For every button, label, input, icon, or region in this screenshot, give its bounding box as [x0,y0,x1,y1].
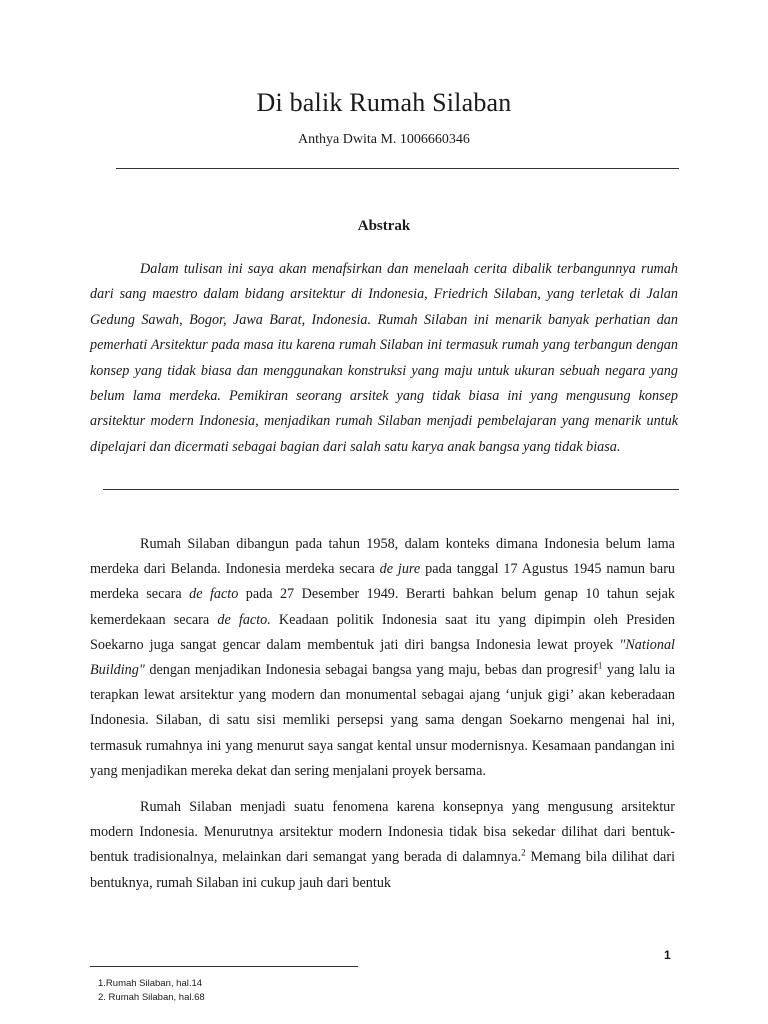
document-title: Di balik Rumah Silaban [256,88,512,117]
footnote-ref-2: 2 [521,847,526,858]
footnote-2: 2. Rumah Silaban, hal.68 [98,992,205,1003]
page-number: 1 [664,948,671,962]
text-run: Memang bila dilihat dari bentuknya, rumah Silaban ini cukup jauh dari bentuk [90,849,676,891]
italic-term: de jure [379,561,421,578]
italic-term: "National Building" [90,636,675,679]
footnote-divider [90,966,358,967]
body-paragraph-1 [90,532,675,784]
text-run: pada 27 Desember 1949. Berarti bahkan belum genap 10 tahun sejak kemerdekaan secara [90,586,675,628]
italic-term: de facto. [217,611,271,628]
abstract-heading: Abstrak [357,218,411,234]
text-run: Keadaan politik Indonesia saat itu yang dipimpin oleh Presiden Soekarno juga sangat gencar dalam membentuk jati diri bangsa Indonesia lewat proyek [90,611,675,653]
italic-term: de facto [189,586,239,603]
body-text [90,532,675,907]
footnote-1: 1.Rumah Silaban, hal.14 [98,978,203,989]
text-run: dengan menjadikan Indonesia sebagai bangsa yang maju, bebas dan progresif [144,662,598,679]
footnote-ref-1: 1 [597,660,603,671]
body-paragraph-2 [90,795,675,896]
abstract-paragraph: Dalam tulisan ini saya akan menafsirkan dan menelaah cerita dibalik terbangunnya rumah dari sang maestro dalam bidang arsitektur di Indonesia, Friedrich Silaban, yang terletak di Jalan Gedung Sawah, Bogor, Jawa Barat, Indonesia. Rumah Silaban ini menarik banyak perhatian dan pemerhati Arsitektur pada masa itu karena rumah Silaban ini termasuk rumah yang terbangun dengan konsep yang tidak biasa dan menggunakan konstruksi yang maju untuk ukuran sebuah negara yang belum lama merdeka. Pemikiran seorang arsitek yang tidak biasa ini yang mengusung konsep arsitektur modern Indonesia, menjadikan rumah Silaban menjadi pembelajaran yang menarik untuk dipelajari dan dicermati sebagai bagian dari salah satu karya anak bangsa yang tidak biasa. [90,261,678,455]
header-divider [116,168,679,169]
text-run: Rumah Silaban dibangun pada tahun 1958, dalam konteks dimana Indonesia belum lama merdeka dari Belanda. Indonesia merdeka secara [90,536,675,578]
footnotes [98,977,205,1005]
author-line: Anthya Dwita M. 1006660346 [298,132,470,147]
abstract-divider [103,489,679,490]
text-run: yang lalu ia terapkan lewat arsitektur yang modern dan monumental sebagai ajang ‘unjuk gigi’ akan keberadaan Indonesia. Silaban, di satu sisi memliki persepsi yang sama dengan Soekarno mengenai hal ini, termasuk rumahnya ini yang menurut saya sangat kental unsur modernisnya. Kesamaan pandangan ini yang menjadikan mereka dekat dan sering menjalani proyek bersama. [90,662,675,779]
text-run: pada tanggal 17 Agustus 1945 namun baru merdeka secara [90,561,676,603]
text-run: Rumah Silaban menjadi suatu fenomena karena konsepnya yang mengusung arsitektur modern Indonesia. Menurutnya arsitektur modern Indonesia tidak bisa sekedar dilihat dari bentuk-bentuk tradisionalnya, melainkan dari semangat yang berada di dalamnya. [90,799,675,866]
